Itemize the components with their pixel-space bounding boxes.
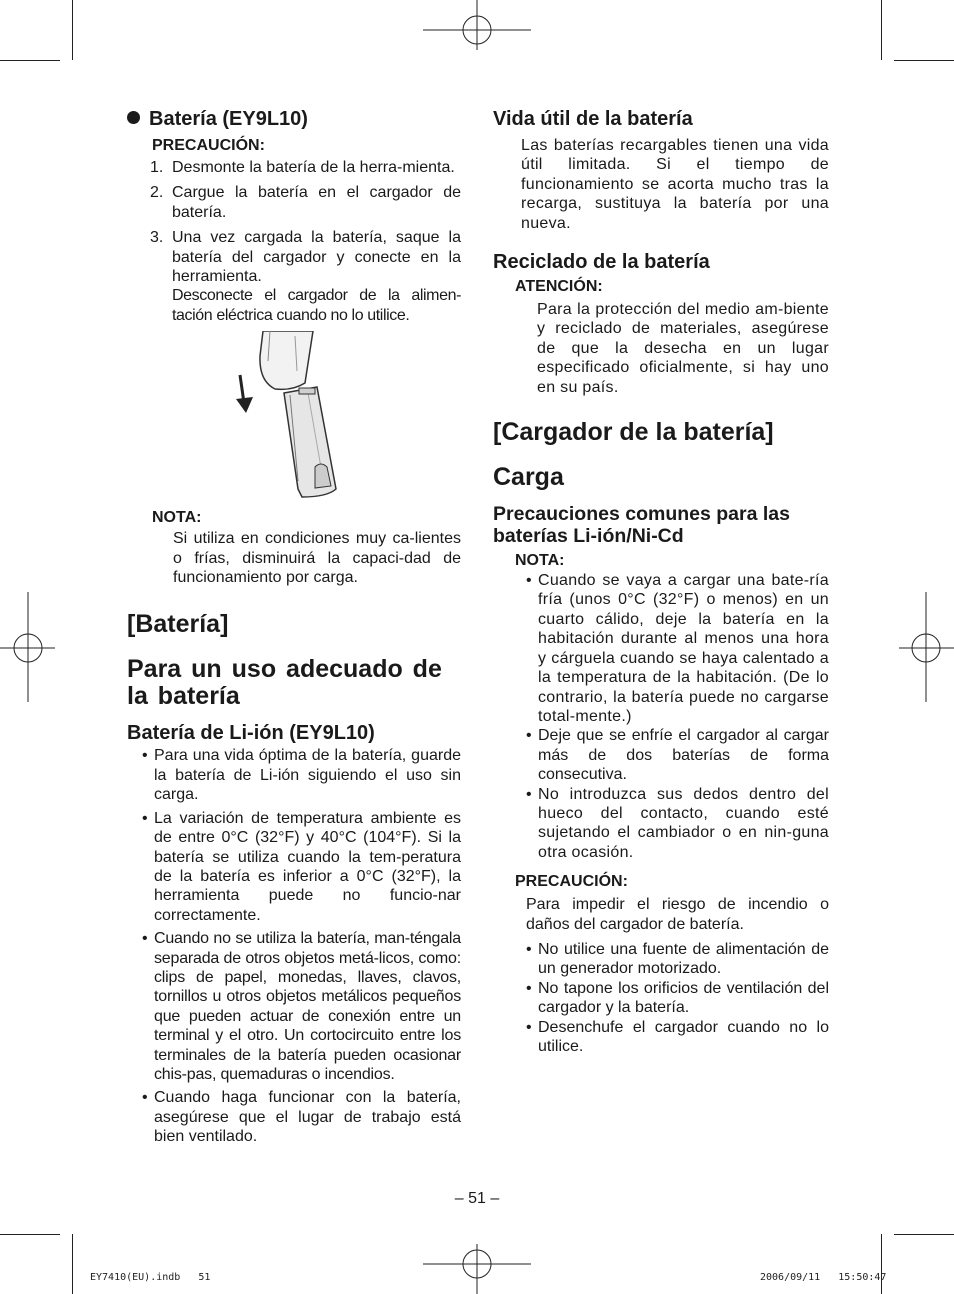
list-item: • Para una vida óptima de la batería, guarde la batería de Li-ión siguiendo el uso sin carga. bbox=[141, 746, 461, 804]
section-subtitle: Para un uso adecuado de la batería bbox=[127, 655, 442, 711]
list-item: 3. Una vez cargada la batería, saque la batería del cargador y conecte en la herramienta. Desconecte el cargador de la alimen-tación eléctrica cuando no lo utilice. bbox=[150, 229, 461, 324]
left-column bbox=[127, 108, 461, 1151]
footer-file: EY7410(EU).indb 51 bbox=[90, 1272, 211, 1283]
liion-heading: Batería de Li-ión (EY9L10) bbox=[127, 722, 375, 745]
bullet-dot-icon bbox=[127, 111, 140, 124]
life-heading: Vida útil de la batería bbox=[493, 108, 693, 130]
atencion-label: ATENCIÓN: bbox=[515, 278, 603, 296]
list-item: 2. Cargue la batería en el cargador de batería. bbox=[150, 184, 461, 221]
page-number: – 51 – bbox=[454, 1190, 500, 1207]
liion-bullets bbox=[141, 746, 461, 1146]
life-text: Las baterías recargables tienen una vida útil limitada. Si el tiempo de funcionamiento se acorta mucho tras la recarga, sustituya la batería por una nueva. bbox=[521, 137, 829, 232]
carga-title: Carga bbox=[493, 463, 564, 492]
list-item: • Desenchufe el cargador cuando no lo utilice. bbox=[525, 1018, 829, 1057]
section-title: [Batería] bbox=[127, 610, 229, 639]
precaution-label: PRECAUCIÓN: bbox=[515, 873, 628, 891]
precaution-bullets bbox=[525, 940, 829, 1056]
nota-bullets bbox=[525, 571, 829, 862]
nota-label: NOTA: bbox=[152, 509, 202, 527]
list-item: • No utilice una fuente de alimentación de un generador motorizado. bbox=[525, 940, 829, 979]
steps-list bbox=[150, 158, 461, 325]
battery-removal-illustration bbox=[127, 331, 461, 506]
recycle-heading: Reciclado de la batería bbox=[493, 251, 710, 274]
precaution-label: PRECAUCIÓN: bbox=[152, 137, 265, 154]
list-item: • Cuando se vaya a cargar una bate-ría fría (unos 0°C (32°F) o menos) en un cuarto cálido, deje la batería en la habitación durante al menos una hora y cárguela cuando se haya calentado a la temperatura de la habitación. (De lo contrario, la batería puede no cargarse total-mente.) bbox=[525, 571, 829, 726]
charger-title: [Cargador de la batería] bbox=[493, 418, 774, 447]
recycle-text: Para la protección del medio am-biente y reciclado de materiales, asegúrese de que la desecha en un lugar especificado oficialmente, si hay uno en su país. bbox=[537, 301, 829, 396]
list-item: • Cuando haga funcionar con la batería, asegúrese que el lugar de trabajo está bien ventilado. bbox=[141, 1088, 461, 1146]
list-item: • La variación de temperatura ambiente es de entre 0°C (32°F) y 40°C (104°F). Si la batería se utiliza cuando la tem-peratura de la batería es inferior a 0°C (32°F), la herramienta puede no funcio-nar correctamente. bbox=[141, 809, 461, 925]
list-item: • Cuando no se utiliza la batería, man-téngala separada de otros objetos metá-licos, como: clips de papel, monedas, llaves, clavos, tornillos u otros objetos metálicos pequeños que pueden actuar de conexión entre un terminal y el otro. Un cortocircuito entre los terminales de la batería pueden ocasionar chis-pas, quemaduras o incendios. bbox=[141, 929, 461, 1084]
common-heading: Precauciones comunes para las baterías Li-ión/Ni-Cd bbox=[493, 503, 790, 548]
nota-label: NOTA: bbox=[515, 552, 565, 570]
list-item: 1. Desmonte la batería de la herra-mienta. bbox=[150, 159, 455, 176]
footer-datetime: 2006/09/11 15:50:47 bbox=[760, 1272, 887, 1283]
right-column bbox=[493, 108, 829, 1056]
list-item: • No introduzca sus dedos dentro del hueco del contacto, cuando esté sujetando el cambiador o en nin-guna otra ocasión. bbox=[525, 785, 829, 863]
battery-heading: Batería (EY9L10) bbox=[127, 108, 461, 130]
nota-text: Si utiliza en condiciones muy ca-lientes o frías, disminuirá la capaci-dad de funcionamiento por carga. bbox=[173, 530, 461, 587]
list-item: • Deje que se enfríe el cargador al cargar más de dos baterías de forma consecutiva. bbox=[525, 726, 829, 784]
list-item: • No tapone los orificios de ventilación del cargador y la batería. bbox=[525, 979, 829, 1018]
precaution-text: Para impedir el riesgo de incendio o daños del cargador de batería. bbox=[526, 896, 829, 933]
